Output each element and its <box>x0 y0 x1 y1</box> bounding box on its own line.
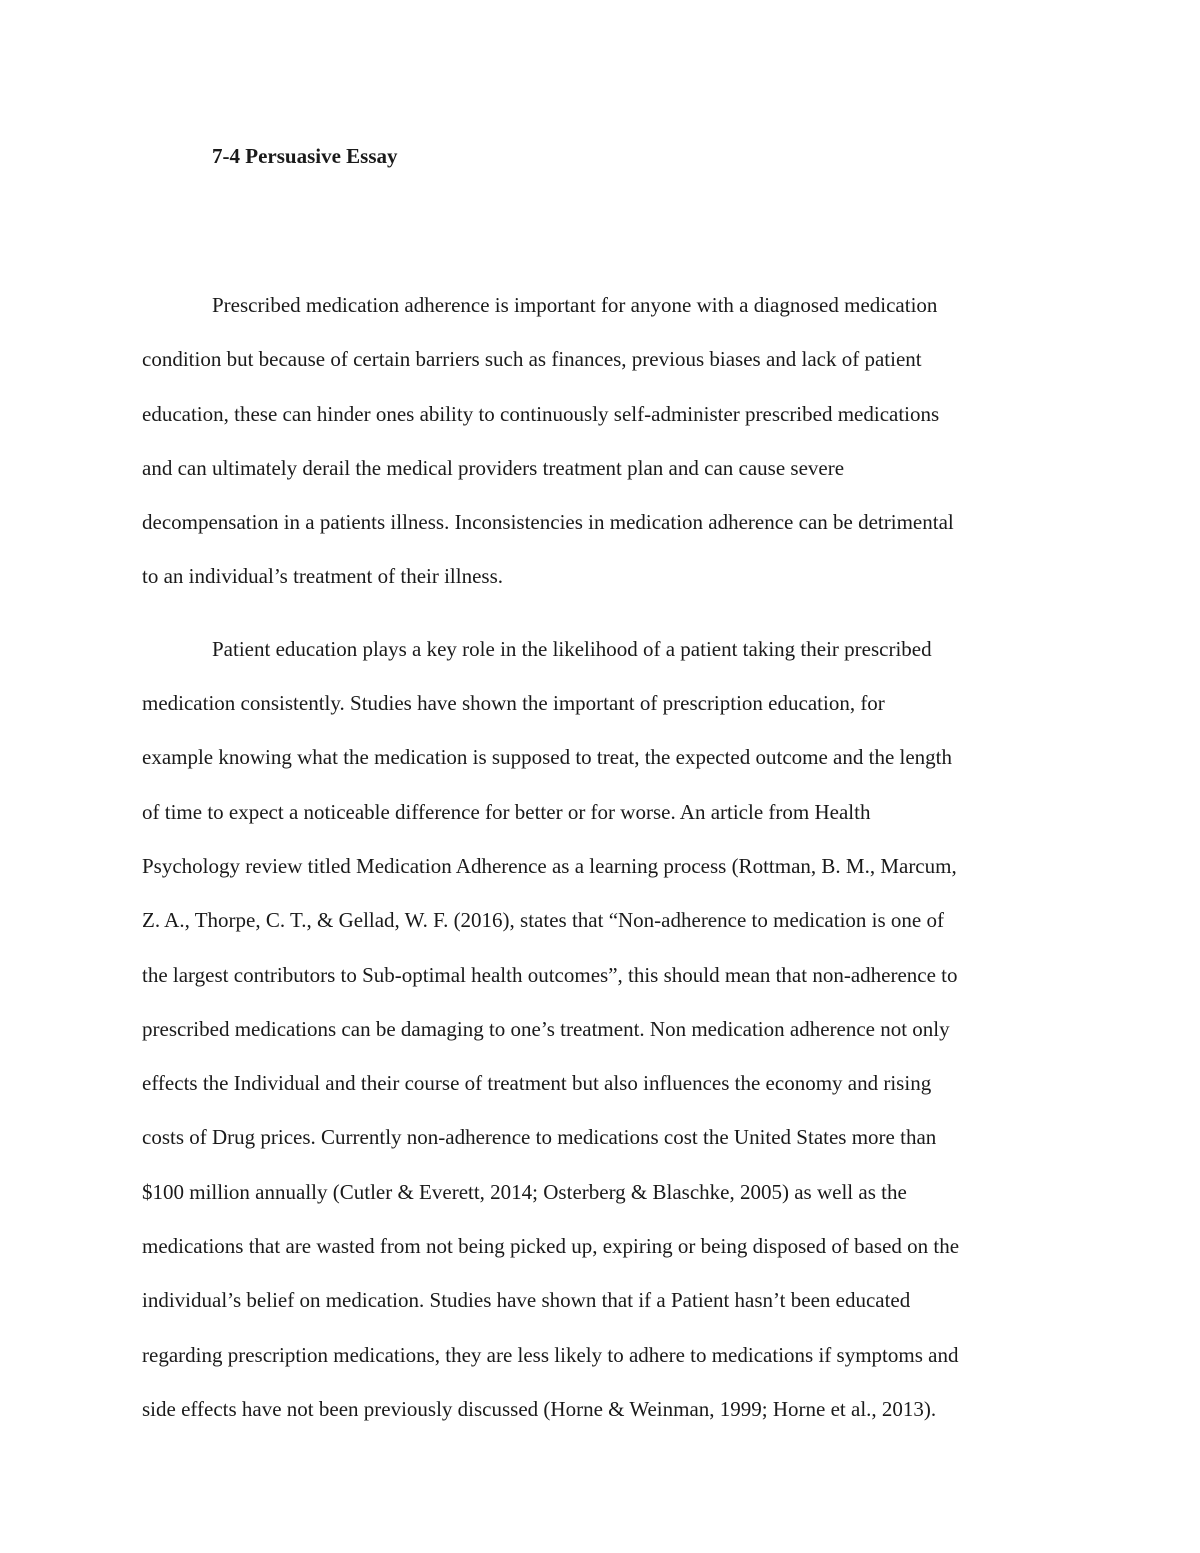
text-line: to an individual’s treatment of their illness. <box>142 564 504 589</box>
text-line: side effects have not been previously discussed (Horne & Weinman, 1999; Horne et al., 2013). <box>142 1396 937 1421</box>
text-line: medication consistently. Studies have shown the important of prescription education, for <box>142 691 885 716</box>
text-line: the largest contributors to Sub-optimal health outcomes”, this should mean that non-adherence to <box>142 962 958 987</box>
text-line: decompensation in a patients illness. Inconsistencies in medication adherence can be detrimental <box>142 510 954 535</box>
text-line: Patient education plays a key role in the likelihood of a patient taking their prescribed <box>212 636 932 661</box>
text-line: prescribed medications can be damaging to one’s treatment. Non medication adherence not only <box>142 1016 950 1041</box>
text-line: Psychology review titled Medication Adherence as a learning process (Rottman, B. M., Marcum, <box>142 853 957 878</box>
text-line: individual’s belief on medication. Studies have shown that if a Patient hasn’t been educated <box>142 1288 911 1313</box>
text-line: regarding prescription medications, they are less likely to adhere to medications if symptoms and <box>142 1342 959 1367</box>
paragraph-2 <box>142 622 1060 1436</box>
text-line: medications that are wasted from not being picked up, expiring or being disposed of based on the <box>142 1234 960 1259</box>
text-line: Z. A., Thorpe, C. T., & Gellad, W. F. (2016), states that “Non-adherence to medication is one of <box>142 908 944 933</box>
text-line: Prescribed medication adherence is important for anyone with a diagnosed medication <box>212 293 938 317</box>
text-line: $100 million annually (Cutler & Everett, 2014; Osterberg & Blaschke, 2005) as well as the <box>142 1179 907 1204</box>
essay-title: 7-4 Persuasive Essay <box>212 144 398 168</box>
essay-body <box>142 278 1060 1454</box>
text-line: and can ultimately derail the medical providers treatment plan and can cause severe <box>142 455 845 480</box>
text-line: of time to expect a noticeable difference for better or for worse. An article from Health <box>142 799 871 824</box>
text-line: example knowing what the medication is supposed to treat, the expected outcome and the length <box>142 745 953 770</box>
text-line: education, these can hinder ones ability to continuously self-administer prescribed medications <box>142 401 940 426</box>
text-line: condition but because of certain barriers such as finances, previous biases and lack of patient <box>142 347 922 372</box>
text-line: effects the Individual and their course of treatment but also influences the economy and rising <box>142 1071 932 1096</box>
text-line: costs of Drug prices. Currently non-adherence to medications cost the United States more than <box>142 1125 937 1150</box>
paragraph-1 <box>142 278 1060 604</box>
